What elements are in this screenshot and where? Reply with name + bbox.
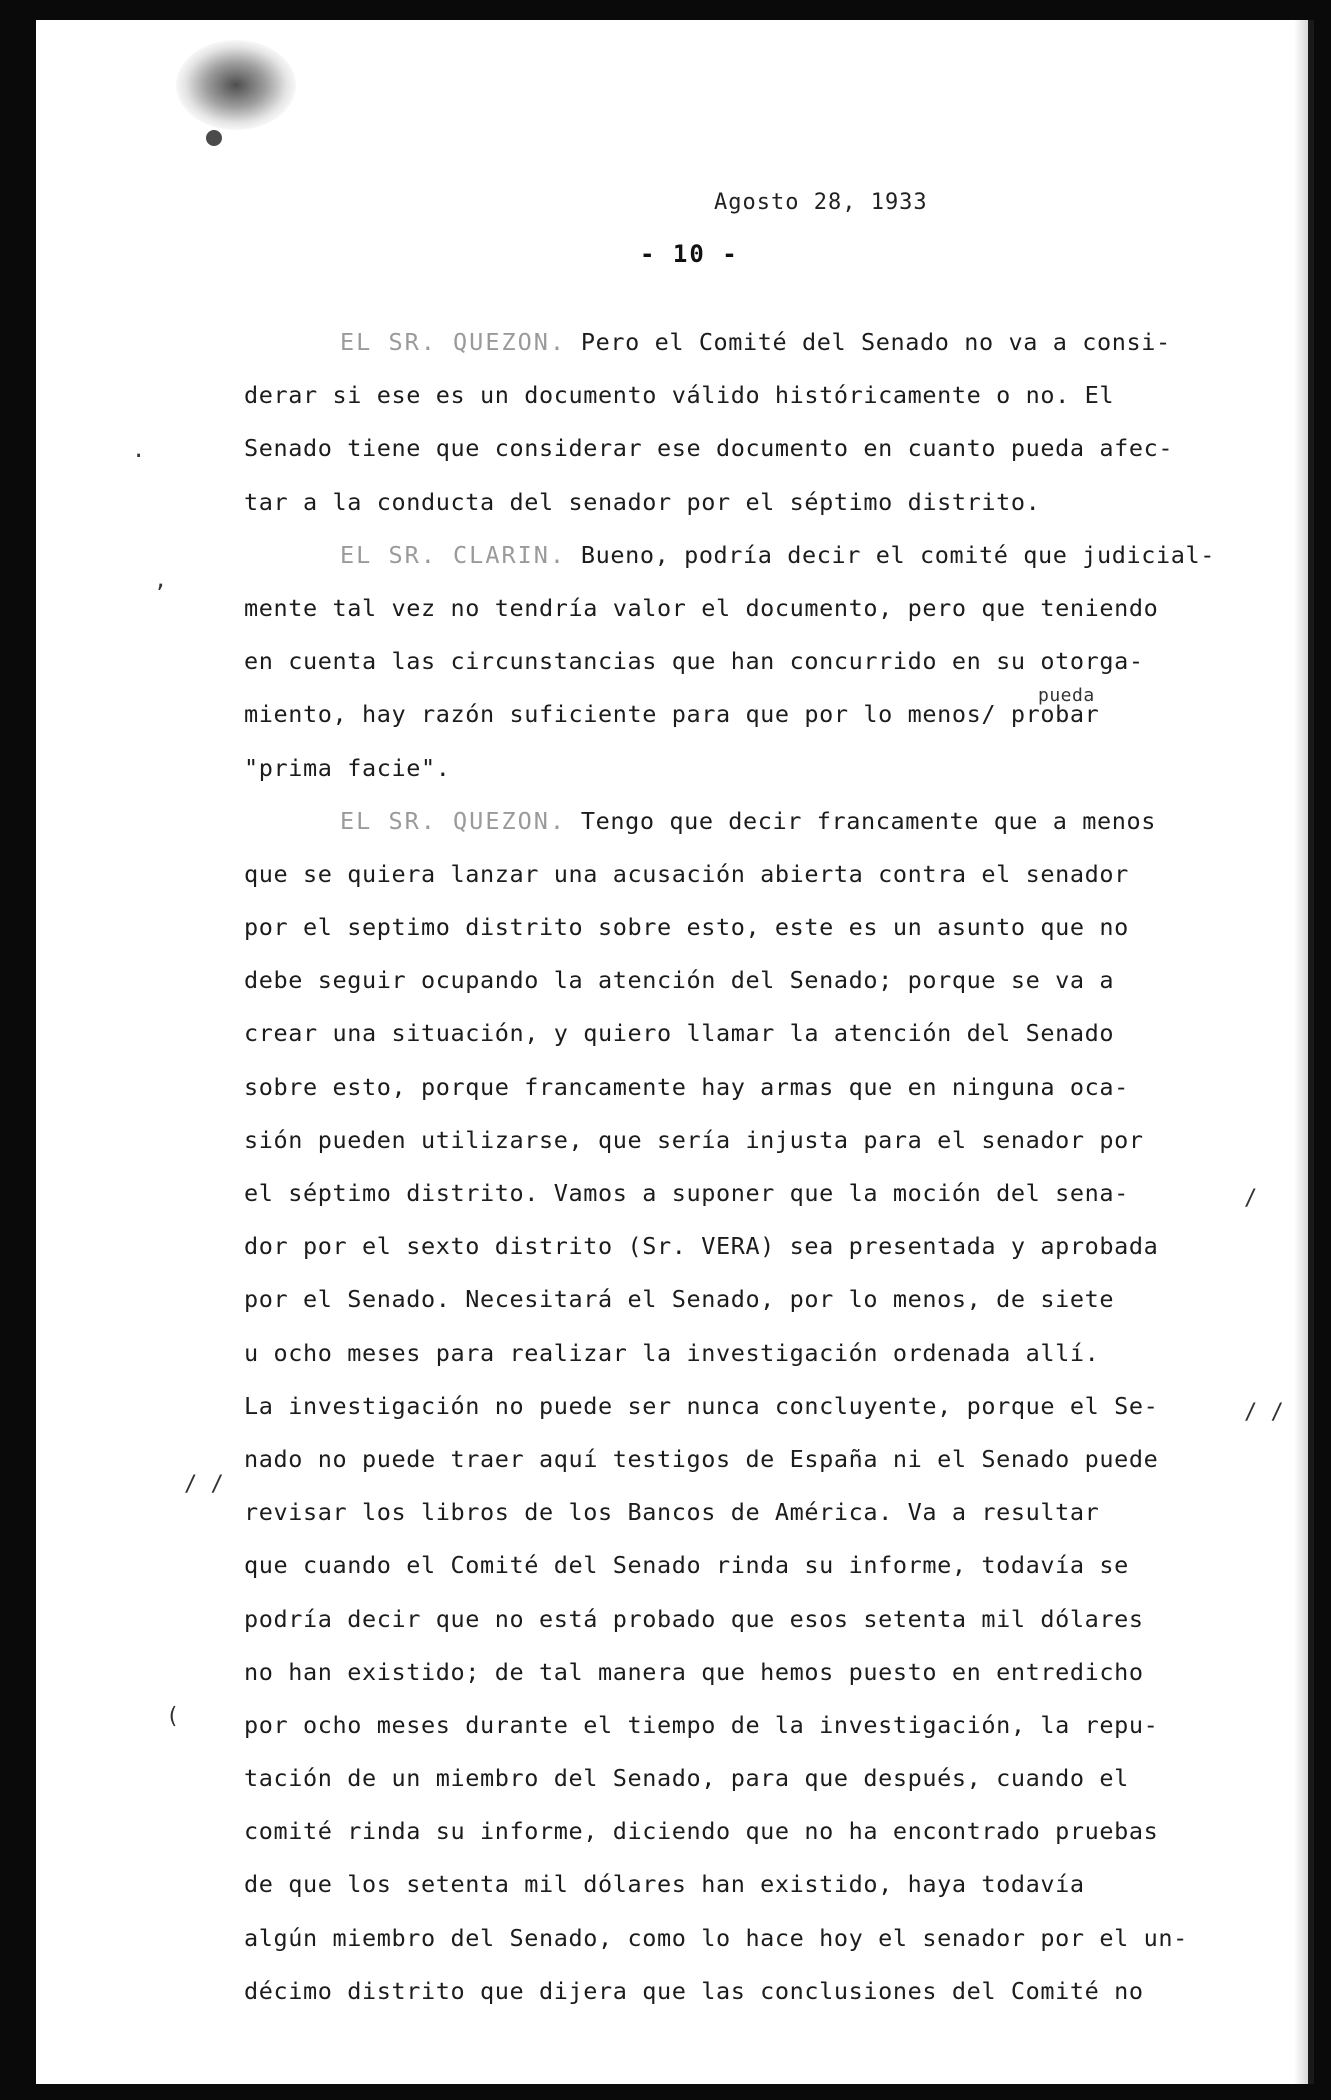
text-line: tar a la conducta del senador por el séptimo distrito. (244, 487, 1041, 516)
text-line: que se quiera lanzar una acusación abierta contra el senador (244, 859, 1129, 888)
stray-mark: / / (184, 1472, 224, 1497)
text-line: de que los setenta mil dólares han existido, haya todavía (244, 1870, 1085, 1899)
stray-mark: ‚ (154, 568, 168, 593)
text-line: EL SR. QUEZON. Pero el Comité del Senado no va a consi- (340, 328, 1171, 356)
text-line: revisar los libros de los Bancos de América. Va a resultar (244, 1498, 1100, 1527)
text-line: crear una situación, y quiero llamar la atención del Senado (244, 1019, 1115, 1048)
text-line: Senado tiene que considerar ese documento en cuanto pueda afec- (244, 434, 1174, 463)
speaker-label: EL SR. CLARIN. (340, 540, 567, 569)
text-line: derar si ese es un documento válido históricamente o no. El (244, 381, 1115, 410)
text-line: sobre esto, porque francamente hay armas que en ninguna oca- (244, 1072, 1129, 1101)
transcript-body (244, 316, 1244, 2018)
document-date: Agosto 28, 1933 (714, 190, 928, 215)
text-line: el séptimo distrito. Vamos a suponer que la moción del sena- (244, 1179, 1129, 1207)
text-line: La investigación no puede ser nunca concluyente, porque el Se- (244, 1391, 1159, 1420)
text-line: por el Senado. Necesitará el Senado, por lo menos, de siete (244, 1285, 1115, 1314)
page-number: - 10 - (640, 240, 739, 268)
text-line: que cuando el Comité del Senado rinda su informe, todavía se (244, 1551, 1129, 1580)
text-line: u ocho meses para realizar la investigación ordenada allí. (244, 1338, 1100, 1367)
text-line: EL SR. QUEZON. Tengo que decir francamente que a menos (340, 806, 1157, 835)
text-line: tación de un miembro del Senado, para que después, cuando el (244, 1764, 1129, 1793)
text-line: por el septimo distrito sobre esto, este es un asunto que no (244, 913, 1129, 942)
text-line: comité rinda su informe, diciendo que no ha encontrado pruebas (244, 1817, 1159, 1846)
text-line: nado no puede traer aquí testigos de España ni el Senado puede (244, 1444, 1159, 1473)
text-line: EL SR. CLARIN. Bueno, podría decir el comité que judicial- (340, 540, 1216, 569)
text-line: "prima facie". (244, 753, 451, 782)
speaker-label: EL SR. QUEZON. (340, 328, 567, 356)
text-line: décimo distrito que dijera que las conclusiones del Comité no (244, 1976, 1144, 2005)
speaker-label: EL SR. QUEZON. (340, 806, 567, 835)
document-page (36, 20, 1314, 2084)
stray-mark: / / (1244, 1400, 1284, 1425)
text-line: en cuenta las circunstancias que han concurrido en su otorga- (244, 647, 1144, 676)
text-line: mente tal vez no tendría valor el documento, pero que teniendo (244, 593, 1159, 622)
text-line: por ocho meses durante el tiempo de la investigación, la repu- (244, 1710, 1159, 1739)
text-line: sión pueden utilizarse, que sería injusta para el senador por (244, 1125, 1144, 1154)
text-line: podría decir que no está probado que esos setenta mil dólares (244, 1604, 1144, 1633)
stray-mark: . (132, 438, 146, 463)
handwritten-insertion: pueda (1038, 685, 1095, 706)
text-line: no han existido; de tal manera que hemos puesto en entredicho (244, 1657, 1144, 1686)
text-line: miento, hay razón suficiente para que por lo menos/ probar (244, 700, 1100, 729)
stray-mark: / (1244, 1186, 1258, 1211)
stray-mark: ( (166, 1704, 180, 1729)
text-line: debe seguir ocupando la atención del Senado; porque se va a (244, 966, 1115, 995)
text-line: dor por el sexto distrito (Sr. VERA) sea presentada y aprobada (244, 1232, 1159, 1261)
text-line: algún miembro del Senado, como lo hace hoy el senador por el un- (244, 1923, 1188, 1952)
ink-smudge (176, 40, 296, 130)
ink-dot (206, 130, 222, 146)
